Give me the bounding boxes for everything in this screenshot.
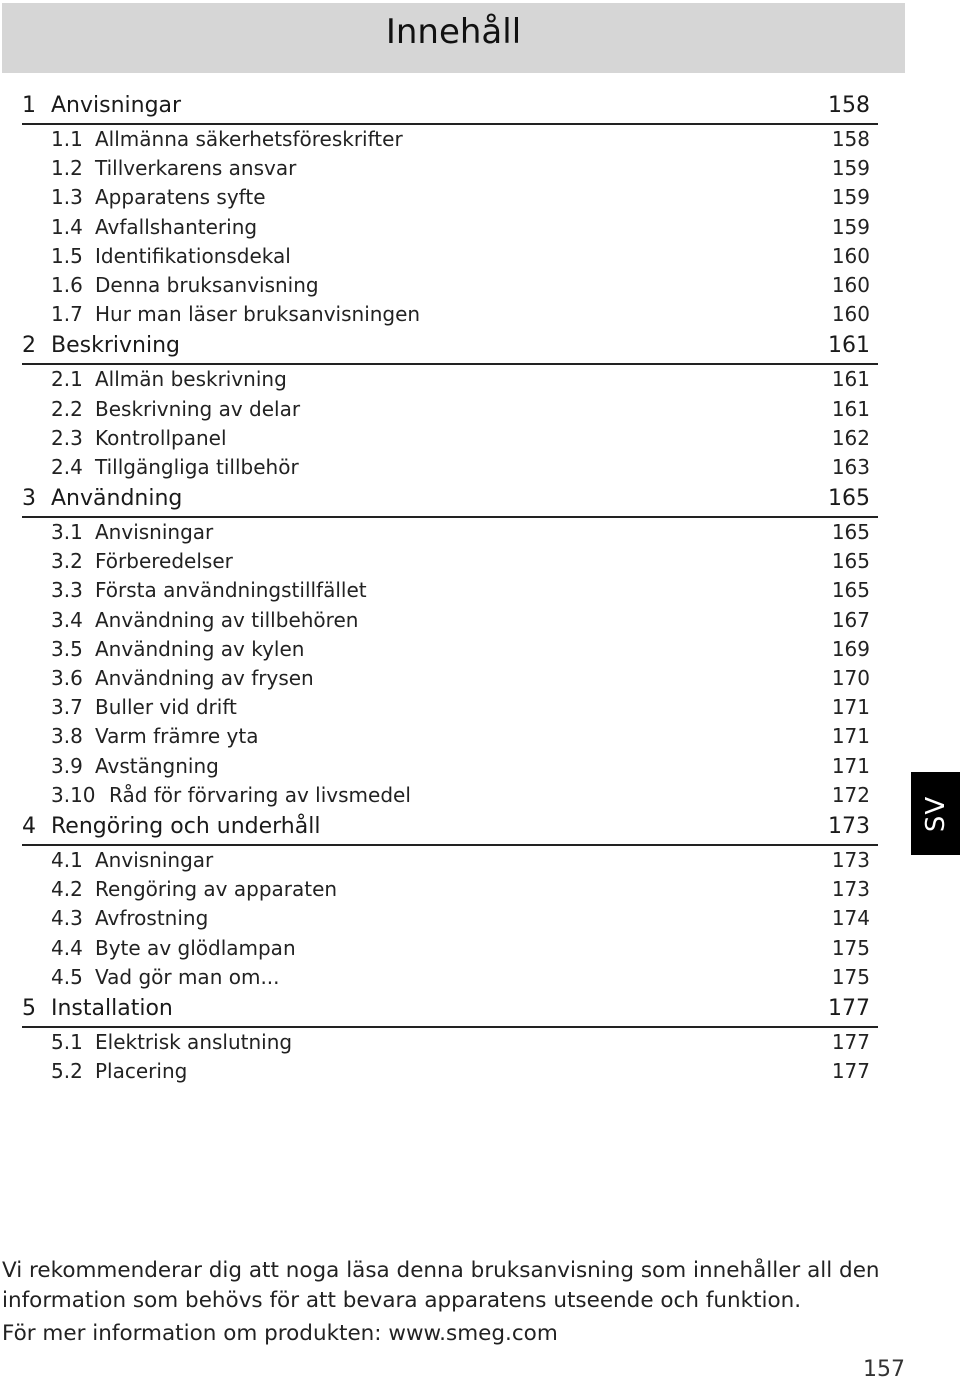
toc-section-page: 174	[831, 906, 870, 931]
toc-section-row	[22, 875, 878, 904]
language-tab	[911, 772, 960, 855]
toc-chapter-title: Installation	[51, 995, 173, 1021]
toc-section-number: 1.2	[51, 156, 83, 181]
toc-section-title: Apparatens syfte	[95, 185, 266, 210]
toc-chapter-label	[22, 89, 181, 123]
toc-section-page: 171	[831, 753, 870, 778]
toc-section-label	[51, 518, 213, 547]
toc-section-row	[22, 664, 878, 693]
toc-section-title: Allmänna säkerhetsföreskrifter	[95, 127, 403, 151]
toc-section-row	[22, 300, 878, 329]
toc-section-page: 177	[831, 1059, 870, 1084]
toc-section-label	[51, 154, 296, 183]
toc-chapter-number: 5	[22, 995, 36, 1021]
toc-section-row	[22, 395, 878, 424]
toc-section-label	[51, 576, 367, 605]
toc-section-number: 5.1	[51, 1029, 83, 1054]
toc-section-title: Elektrisk anslutning	[95, 1029, 293, 1054]
toc-section-title: Användning av frysen	[95, 666, 314, 690]
toc-section-number: 1.6	[51, 272, 83, 297]
toc-section-page: 177	[831, 1029, 870, 1054]
toc-section-title: Förberedelser	[95, 549, 233, 574]
toc-section-title: Byte av glödlampan	[95, 935, 296, 960]
toc-section-number: 1.5	[51, 243, 83, 268]
toc-section-title: Denna bruksanvisning	[95, 272, 319, 297]
toc-section-number: 1.1	[51, 127, 83, 151]
toc-chapter-row	[22, 992, 878, 1028]
toc-section-page: 171	[831, 695, 870, 720]
toc-section-page: 171	[831, 724, 870, 749]
toc-chapter-number: 2	[22, 333, 36, 359]
toc-section-label	[51, 635, 304, 664]
toc-section-row	[22, 781, 878, 810]
toc-section-number: 4.5	[51, 964, 83, 989]
toc-section-label	[51, 722, 258, 751]
toc-section-page: 159	[831, 156, 870, 181]
toc-section-row	[22, 635, 878, 664]
toc-section-label	[51, 875, 337, 904]
toc-section-label	[51, 904, 208, 933]
toc-section-label	[51, 664, 314, 693]
header-bar	[2, 3, 905, 73]
toc-section-title: Anvisningar	[95, 847, 214, 872]
toc-section-row	[22, 518, 878, 547]
toc-section-number: 3.5	[51, 636, 83, 661]
toc-section-label	[51, 242, 291, 271]
toc-section-title: Allmän beskrivning	[95, 367, 287, 392]
toc-chapter-label	[22, 810, 320, 844]
toc-section-page: 169	[831, 636, 870, 661]
toc-section-title: Identifikationsdekal	[95, 243, 291, 268]
toc-section-page: 167	[831, 607, 870, 632]
toc-section-label	[51, 963, 280, 992]
language-tab-label: SV	[920, 795, 951, 832]
table-of-contents	[22, 89, 878, 1086]
toc-section-title: Placering	[95, 1059, 188, 1084]
toc-section-title: Första användningstillfället	[95, 578, 367, 603]
toc-section-page: 160	[831, 302, 870, 327]
toc-section-number: 3.2	[51, 549, 83, 574]
toc-section-number: 4.4	[51, 935, 83, 960]
toc-section-label	[51, 365, 287, 394]
toc-section-row	[22, 963, 878, 992]
toc-section-number: 1.4	[51, 214, 83, 239]
toc-chapter-number: 1	[22, 93, 36, 118]
toc-section-row	[22, 453, 878, 482]
toc-chapter-label	[22, 482, 182, 516]
toc-chapter-page: 158	[828, 93, 870, 118]
toc-section-label	[51, 125, 403, 154]
toc-chapter-label	[22, 329, 180, 363]
toc-section-row	[22, 934, 878, 963]
toc-section-row	[22, 424, 878, 453]
toc-section-row	[22, 242, 878, 271]
toc-section-row	[22, 904, 878, 933]
toc-chapter-page: 177	[828, 995, 870, 1021]
toc-section-page: 173	[831, 877, 870, 902]
toc-section-row	[22, 183, 878, 212]
toc-section-number: 1.3	[51, 185, 83, 210]
toc-section-label	[51, 183, 266, 212]
toc-section-label	[51, 606, 358, 635]
toc-section-label	[51, 846, 213, 875]
toc-section-number: 5.2	[51, 1059, 83, 1084]
toc-section-title: Avfrostning	[95, 906, 209, 931]
toc-section-number: 3.8	[51, 724, 83, 749]
toc-section-title: Varm främre yta	[95, 724, 259, 749]
toc-section-title: Rengöring av apparaten	[95, 877, 338, 902]
toc-section-title: Användning av kylen	[95, 636, 305, 661]
toc-section-row	[22, 1057, 878, 1086]
toc-section-label	[51, 300, 420, 329]
toc-section-title: Buller vid drift	[95, 695, 237, 720]
toc-section-page: 175	[831, 935, 870, 960]
toc-section-number: 3.4	[51, 607, 83, 632]
toc-chapter-title: Beskrivning	[51, 333, 180, 359]
toc-section-row	[22, 271, 878, 300]
toc-section-page: 159	[831, 185, 870, 210]
toc-section-row	[22, 752, 878, 781]
toc-section-page: 161	[831, 367, 870, 392]
toc-section-label	[51, 547, 233, 576]
toc-section-number: 1.7	[51, 302, 83, 327]
toc-section-title: Avfallshantering	[95, 214, 258, 239]
toc-section-row	[22, 722, 878, 751]
toc-chapter-row	[22, 482, 878, 518]
toc-section-page: 160	[831, 243, 870, 268]
toc-section-number: 4.3	[51, 906, 83, 931]
toc-section-row	[22, 693, 878, 722]
toc-section-number: 2.2	[51, 396, 83, 421]
toc-section-number: 3.3	[51, 578, 83, 603]
toc-chapter-page: 173	[828, 813, 870, 839]
toc-chapter-page: 161	[828, 333, 870, 359]
toc-section-number: 3.10	[51, 782, 96, 807]
toc-section-title: Tillgängliga tillbehör	[95, 454, 299, 479]
toc-chapter-page: 165	[828, 486, 870, 512]
toc-section-title: Användning av tillbehören	[95, 607, 359, 632]
toc-section-page: 175	[831, 964, 870, 989]
toc-section-label	[51, 395, 300, 424]
toc-section-label	[51, 1028, 292, 1057]
toc-section-row	[22, 606, 878, 635]
toc-section-number: 2.3	[51, 425, 83, 450]
toc-section-row	[22, 125, 878, 154]
toc-section-number: 2.4	[51, 454, 83, 479]
toc-section-number: 3.7	[51, 695, 83, 720]
toc-section-number: 4.2	[51, 877, 83, 902]
toc-section-number: 3.9	[51, 753, 83, 778]
toc-section-title: Beskrivning av delar	[95, 396, 301, 421]
toc-section-label	[51, 781, 411, 810]
toc-section-row	[22, 576, 878, 605]
toc-section-page: 160	[831, 272, 870, 297]
toc-section-label	[51, 453, 299, 482]
toc-section-page: 163	[831, 454, 870, 479]
toc-section-number: 3.1	[51, 520, 83, 545]
toc-chapter-title: Anvisningar	[51, 93, 182, 118]
footer-line-1: Vi rekommenderar dig att noga läsa denna bruksanvisning som innehåller all den	[2, 1258, 880, 1283]
toc-section-label	[51, 752, 219, 781]
toc-chapter-number: 4	[22, 813, 36, 839]
page-title: Innehåll	[385, 12, 522, 52]
toc-section-page: 165	[831, 520, 870, 545]
footer-more-info: För mer information om produkten: www.smeg.com	[2, 1321, 558, 1346]
toc-chapter-number: 3	[22, 486, 36, 512]
toc-section-page: 161	[831, 396, 870, 421]
toc-section-label	[51, 1057, 187, 1086]
toc-section-row	[22, 365, 878, 394]
toc-section-title: Råd för förvaring av livsmedel	[109, 782, 411, 807]
toc-section-page: 158	[831, 127, 870, 151]
toc-section-page: 172	[831, 782, 870, 807]
toc-section-title: Avstängning	[95, 753, 219, 778]
toc-chapter-row	[22, 329, 878, 365]
toc-section-label	[51, 271, 319, 300]
toc-section-label	[51, 213, 257, 242]
toc-section-number: 4.1	[51, 847, 83, 872]
toc-section-title: Anvisningar	[95, 520, 214, 545]
toc-section-row	[22, 1028, 878, 1057]
toc-section-row	[22, 547, 878, 576]
toc-section-page: 165	[831, 578, 870, 603]
toc-section-label	[51, 424, 227, 453]
toc-section-title: Vad gör man om...	[95, 964, 280, 989]
toc-section-page: 159	[831, 214, 870, 239]
toc-chapter-title: Användning	[51, 486, 183, 512]
toc-section-number: 3.6	[51, 666, 83, 690]
toc-section-page: 173	[831, 847, 870, 872]
toc-chapter-row	[22, 810, 878, 846]
footer-line-2: information som behövs för att bevara apparatens utseende och funktion.	[2, 1287, 802, 1313]
toc-section-page: 162	[831, 425, 870, 450]
page-number: 157	[863, 1357, 905, 1382]
toc-section-page: 165	[831, 549, 870, 574]
toc-section-title: Tillverkarens ansvar	[95, 156, 297, 181]
toc-section-label	[51, 934, 296, 963]
toc-section-page: 170	[831, 666, 870, 690]
toc-section-row	[22, 846, 878, 875]
toc-section-title: Hur man läser bruksanvisningen	[95, 302, 421, 327]
toc-section-row	[22, 154, 878, 183]
toc-chapter-label	[22, 992, 173, 1026]
toc-section-row	[22, 213, 878, 242]
toc-chapter-title: Rengöring och underhåll	[51, 813, 321, 839]
toc-section-label	[51, 693, 237, 722]
toc-chapter-row	[22, 89, 878, 125]
toc-section-number: 2.1	[51, 367, 83, 392]
toc-section-title: Kontrollpanel	[95, 425, 227, 450]
footer-note	[2, 1256, 902, 1349]
